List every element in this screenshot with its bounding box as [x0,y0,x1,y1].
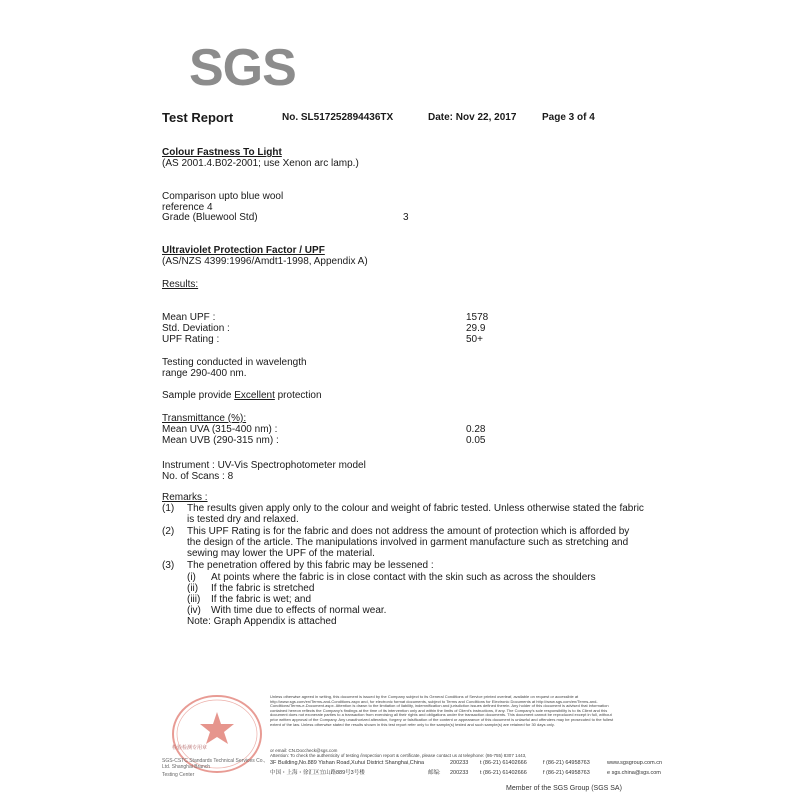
wavelength-line-1: Testing conducted in wavelength [162,357,307,368]
sub-remark-text: If the fabric is wet; and [211,594,312,605]
upf-rating-label: UPF Rating : [162,334,220,345]
address-english: 3F Building,No.889 Yishan Road,Xuhui District Shanghai,China [270,760,425,766]
upf-heading: Ultraviolet Protection Factor / UPF [162,245,325,256]
sub-remark-text: At points where the fabric is in close contact with the skin such as across the shoulders [211,572,596,583]
mean-upf-label: Mean UPF : [162,312,216,323]
footer-attention-line: Attention: To check the authenticity of testing /inspection report & certificate, please contact us at telephone: (86-755) 8307 1443, [270,753,527,758]
scans-line: No. of Scans : 8 [162,471,234,482]
sample-post: protection [274,390,322,401]
sub-remark-number: (i) [187,572,196,583]
address-postcode-cn: 200233 [450,770,469,776]
page-number: Page 3 of 4 [542,112,595,123]
instrument-line: Instrument : UV-Vis Spectrophotometer model [162,460,366,471]
grade-label: Grade (Bluewool Std) [162,212,258,223]
member-of-sgs-group: Member of the SGS Group (SGS SA) [506,785,622,792]
footer-disclaimer: Unless otherwise agreed in writing, this document is issued by the Company subject to its General Conditions of Service printed overleaf, available on request or accessible at http://www.sgs.com/en/Terms-and-Conditions.aspx and, for electronic format documents, subject to Terms and Conditions for Electronic Documents at http://www.sgs.com/en/Terms-and-Conditions/Terms-e-Document.aspx. Attention is drawn to the limitation of liability, indemnification and jurisdiction issues defined therein. Any holder of this document is advised that information contained hereon reflects the Company's findings at the time of its intervention only and within the limits of Client's instructions, if any. The Company's sole responsibility is to its Client and this document does not exonerate parties to a transaction from exercising all their rights and obligations under the transaction documents. This document cannot be reproduced except in full, without prior written approval of the Company. Any unauthorized alteration, forgery or falsification of the content or appearance of this document is unlawful and offenders may be prosecuted to the fullest extent of the law. Unless otherwise stated the results shown in this test report refer only to the sample(s) tested and such sample(s) are retained for 30 days only. [270,694,614,727]
upf-rating-value: 50+ [466,334,483,345]
address-postcode: 200233 [450,760,469,766]
address-web: www.sgsgroup.com.cn [607,760,663,766]
sub-remark-text: If the fabric is stretched [211,583,315,594]
address-tel: t (86-21) 61402666 [480,760,527,766]
transmittance-label: Transmittance (%): [162,413,247,424]
footer-email-line: or email: CN.Doccheck@sgs.com [270,748,338,753]
comparison-line: Comparison upto blue wool [162,191,284,202]
sample-protection-line [162,390,322,401]
graph-appendix-note: Note: Graph Appendix is attached [187,616,337,627]
remark-3-line-1: The penetration offered by this fabric may be lessened : [187,560,434,571]
sub-remark-number: (ii) [187,583,199,594]
postcode-label: 邮编: [428,770,441,776]
mean-upf-value: 1578 [466,312,489,323]
excellent-word: Excellent [234,390,275,401]
remark-1-number: (1) [162,503,175,514]
stamp-company-line: SGS-CSTC Standards Technical Services Co., Ltd. Shanghai Branch [162,758,266,770]
sub-remark-text: With time due to effects of normal wear. [211,605,387,616]
remark-1-line-2: is tested dry and relaxed. [187,514,299,525]
upf-method: (AS/NZS 4399:1996/Amdt1-1998, Appendix A) [162,256,368,267]
remark-2-line-3: sewing may lower the UPF of the material. [187,548,375,559]
results-label: Results: [162,279,199,290]
std-deviation-label: Std. Deviation : [162,323,230,334]
report-number: No. SL517252894436TX [282,112,394,123]
stamp-testing-center: Testing Center [162,772,195,778]
colour-fastness-heading: Colour Fastness To Light [162,147,282,158]
report-date: Date: Nov 22, 2017 [428,112,517,123]
sample-pre: Sample provide [162,390,235,401]
address-fax-cn: f (86-21) 64958763 [543,770,590,776]
report-title: Test Report [162,110,234,125]
remark-1-line-1: The results given apply only to the colour and weight of fabric tested. Unless otherwise stated the fabric [187,503,644,514]
remarks-heading: Remarks : [162,492,208,503]
remark-2-line-2: the design of the article. The manipulations involved in garment manufacture such as stretching and [187,537,629,548]
uva-label: Mean UVA (315-400 nm) : [162,424,278,435]
remark-2-number: (2) [162,526,175,537]
reference-line: reference 4 [162,202,213,213]
uva-value: 0.28 [466,424,486,435]
sgs-logo: SGS [189,39,296,97]
colour-fastness-method: (AS 2001.4.B02-2001; use Xenon arc lamp.) [162,158,359,169]
uvb-value: 0.05 [466,435,486,446]
std-deviation-value: 29.9 [466,323,486,334]
remark-2-line-1: This UPF Rating is for the fabric and does not address the amount of protection which is afforded by [187,526,630,537]
remark-3-number: (3) [162,560,175,571]
uvb-label: Mean UVB (290-315 nm) : [162,435,279,446]
sub-remark-number: (iii) [187,594,201,605]
wavelength-line-2: range 290-400 nm. [162,368,247,379]
grade-value: 3 [403,212,409,223]
sub-remark-number: (iv) [187,605,201,616]
address-chinese: 中国・上海・徐汇区宜山路889号3号楼 [270,770,365,776]
address-email: e sgs.china@sgs.com [607,770,661,776]
address-fax: f (86-21) 64958763 [543,760,590,766]
stamp-chinese-text: 检验检测专用章 [172,745,208,751]
address-tel-cn: t (86-21) 61402666 [480,770,527,776]
